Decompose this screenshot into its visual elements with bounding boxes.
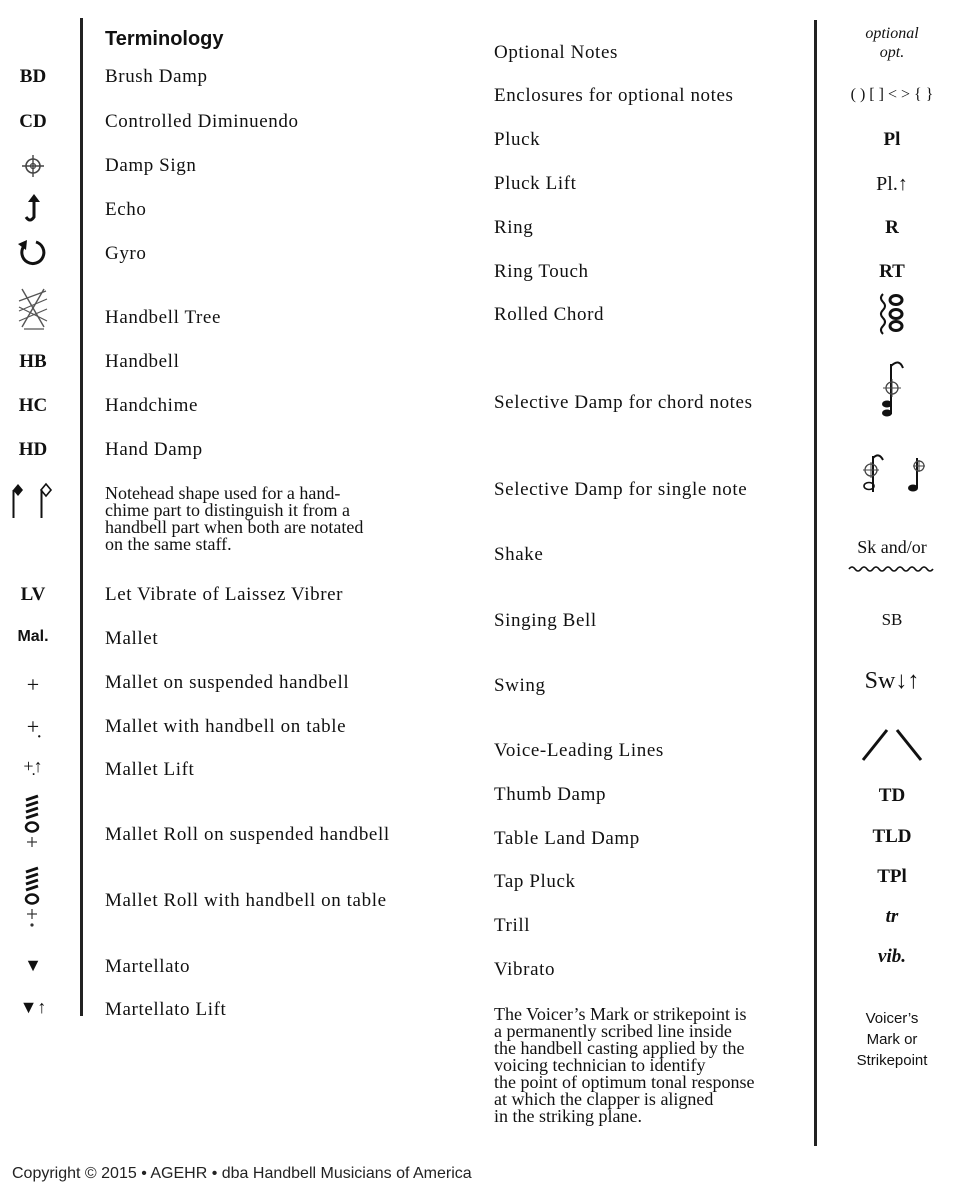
left-column-rule bbox=[80, 18, 83, 1016]
symbol-shake bbox=[822, 537, 962, 579]
term-notehead-shape bbox=[105, 485, 425, 553]
symbol-mallet-suspended: + bbox=[26, 672, 40, 697]
symbol-td: TD bbox=[878, 785, 906, 806]
symbol-tr: tr bbox=[885, 906, 899, 927]
term-shake: Shake bbox=[494, 544, 544, 565]
symbol-bd: BD bbox=[19, 66, 47, 87]
symbol-voicers-mark bbox=[822, 1008, 962, 1071]
notehead-shapes-icon bbox=[0, 482, 66, 522]
symbol-mallet-lift: +̣↑ bbox=[23, 756, 43, 776]
symbol-vib: vib. bbox=[878, 946, 906, 967]
term-rolled-chord: Rolled Chord bbox=[494, 304, 605, 325]
notehead-line: handbell part when both are notated bbox=[105, 517, 364, 537]
symbol-tpl: TPl bbox=[877, 866, 907, 887]
term-controlled-diminuendo: Controlled Diminuendo bbox=[105, 111, 299, 132]
gyro-icon bbox=[0, 236, 66, 270]
term-selective-damp-chord: Selective Damp for chord notes bbox=[494, 392, 753, 413]
symbol-swing: Sw↓↑ bbox=[864, 668, 920, 694]
symbol-hb: HB bbox=[19, 351, 47, 372]
term-handbell-tree: Handbell Tree bbox=[105, 307, 221, 328]
term-ring: Ring bbox=[494, 217, 534, 238]
term-mallet-roll-table: Mallet Roll with handbell on table bbox=[105, 890, 387, 911]
term-optional-notes: Optional Notes bbox=[494, 42, 618, 63]
term-tap-pluck: Tap Pluck bbox=[494, 871, 576, 892]
term-martellato: Martellato bbox=[105, 956, 191, 977]
notehead-line: Notehead shape used for a hand- bbox=[105, 483, 341, 503]
symbol-mallet-table: +̣ bbox=[26, 714, 40, 739]
term-martellato-lift: Martellato Lift bbox=[105, 999, 227, 1020]
term-pluck-lift: Pluck Lift bbox=[494, 173, 577, 194]
right-column-rule bbox=[814, 20, 817, 1146]
symbol-cd: CD bbox=[19, 111, 47, 132]
term-singing-bell: Singing Bell bbox=[494, 610, 597, 631]
copyright-footer: Copyright © 2015 • AGEHR • dba Handbell Musicians of America bbox=[12, 1165, 472, 1182]
symbol-enclosures: ( ) [ ] < > { } bbox=[850, 86, 934, 103]
voicers-mark-line: The Voicer’s Mark or strikepoint is bbox=[494, 1004, 747, 1024]
term-handbell: Handbell bbox=[105, 351, 180, 372]
term-enclosures: Enclosures for optional notes bbox=[494, 85, 734, 106]
term-voice-leading-lines: Voice-Leading Lines bbox=[494, 740, 664, 761]
term-swing: Swing bbox=[494, 675, 546, 696]
shake-wavy-line-icon bbox=[847, 564, 937, 574]
symbol-sb: SB bbox=[881, 610, 903, 629]
symbol-hc: HC bbox=[18, 395, 48, 416]
voicers-mark-line: in the striking plane. bbox=[494, 1106, 642, 1126]
term-mallet: Mallet bbox=[105, 628, 159, 649]
term-pluck: Pluck bbox=[494, 129, 541, 150]
symbol-hd: HD bbox=[18, 439, 48, 460]
term-selective-damp-single: Selective Damp for single note bbox=[494, 479, 748, 500]
symbol-martellato: ▼ bbox=[24, 955, 42, 975]
term-gyro: Gyro bbox=[105, 243, 147, 264]
term-mallet-table: Mallet with handbell on table bbox=[105, 716, 347, 737]
symbol-r: R bbox=[885, 217, 899, 238]
symbol-lv: LV bbox=[20, 584, 46, 605]
symbol-mal: Mal. bbox=[17, 628, 49, 645]
selective-damp-chord-icon bbox=[822, 358, 962, 430]
mallet-roll-table-icon bbox=[0, 866, 66, 930]
term-mallet-roll-suspended: Mallet Roll on suspended handbell bbox=[105, 824, 390, 845]
handbell-tree-icon bbox=[0, 285, 66, 331]
term-let-vibrate: Let Vibrate of Laissez Vibrer bbox=[105, 584, 344, 605]
term-table-land-damp: Table Land Damp bbox=[494, 828, 640, 849]
notehead-line: on the same staff. bbox=[105, 534, 232, 554]
symbol-optional bbox=[822, 24, 962, 62]
terminology-heading: Terminology bbox=[105, 28, 224, 50]
symbol-pl-lift: Pl.↑ bbox=[876, 173, 908, 195]
symbol-tld: TLD bbox=[872, 826, 912, 847]
symbol-pl: Pl bbox=[883, 129, 901, 150]
optional-label: optional bbox=[865, 25, 919, 42]
voicers-mark-line: voicing technician to identify bbox=[494, 1055, 706, 1075]
term-mallet-lift: Mallet Lift bbox=[105, 759, 195, 780]
term-echo: Echo bbox=[105, 199, 147, 220]
term-hand-damp: Hand Damp bbox=[105, 439, 203, 460]
term-thumb-damp: Thumb Damp bbox=[494, 784, 607, 805]
symbol-rt: RT bbox=[879, 261, 905, 282]
shake-label: Sk and/or bbox=[857, 537, 927, 557]
damp-sign-icon bbox=[0, 153, 66, 179]
voicers-mark-line: the handbell casting applied by the bbox=[494, 1038, 745, 1058]
symbol-martellato-lift: ▼↑ bbox=[19, 997, 47, 1017]
term-ring-touch: Ring Touch bbox=[494, 261, 589, 282]
rolled-chord-icon bbox=[822, 290, 962, 346]
term-trill: Trill bbox=[494, 915, 531, 936]
echo-icon bbox=[0, 193, 66, 223]
mark-or-label: Mark or bbox=[866, 1031, 918, 1048]
opt-label: opt. bbox=[879, 44, 905, 61]
term-damp-sign: Damp Sign bbox=[105, 155, 197, 176]
voicers-mark-line: a permanently scribed line inside bbox=[494, 1021, 732, 1041]
voice-leading-lines-icon bbox=[822, 726, 962, 770]
selective-damp-single-icon bbox=[822, 452, 962, 508]
term-vibrato: Vibrato bbox=[494, 959, 556, 980]
voicers-label: Voicer’s bbox=[865, 1010, 919, 1027]
term-handchime: Handchime bbox=[105, 395, 198, 416]
voicers-mark-line: at which the clapper is aligned bbox=[494, 1089, 714, 1109]
strikepoint-label: Strikepoint bbox=[856, 1052, 928, 1069]
voicers-mark-line: the point of optimum tonal response bbox=[494, 1072, 755, 1092]
term-voicers-mark bbox=[494, 1006, 816, 1125]
mallet-roll-suspended-icon bbox=[0, 794, 66, 852]
notehead-line: chime part to distinguish it from a bbox=[105, 500, 350, 520]
term-mallet-suspended: Mallet on suspended handbell bbox=[105, 672, 350, 693]
term-brush-damp: Brush Damp bbox=[105, 66, 208, 87]
